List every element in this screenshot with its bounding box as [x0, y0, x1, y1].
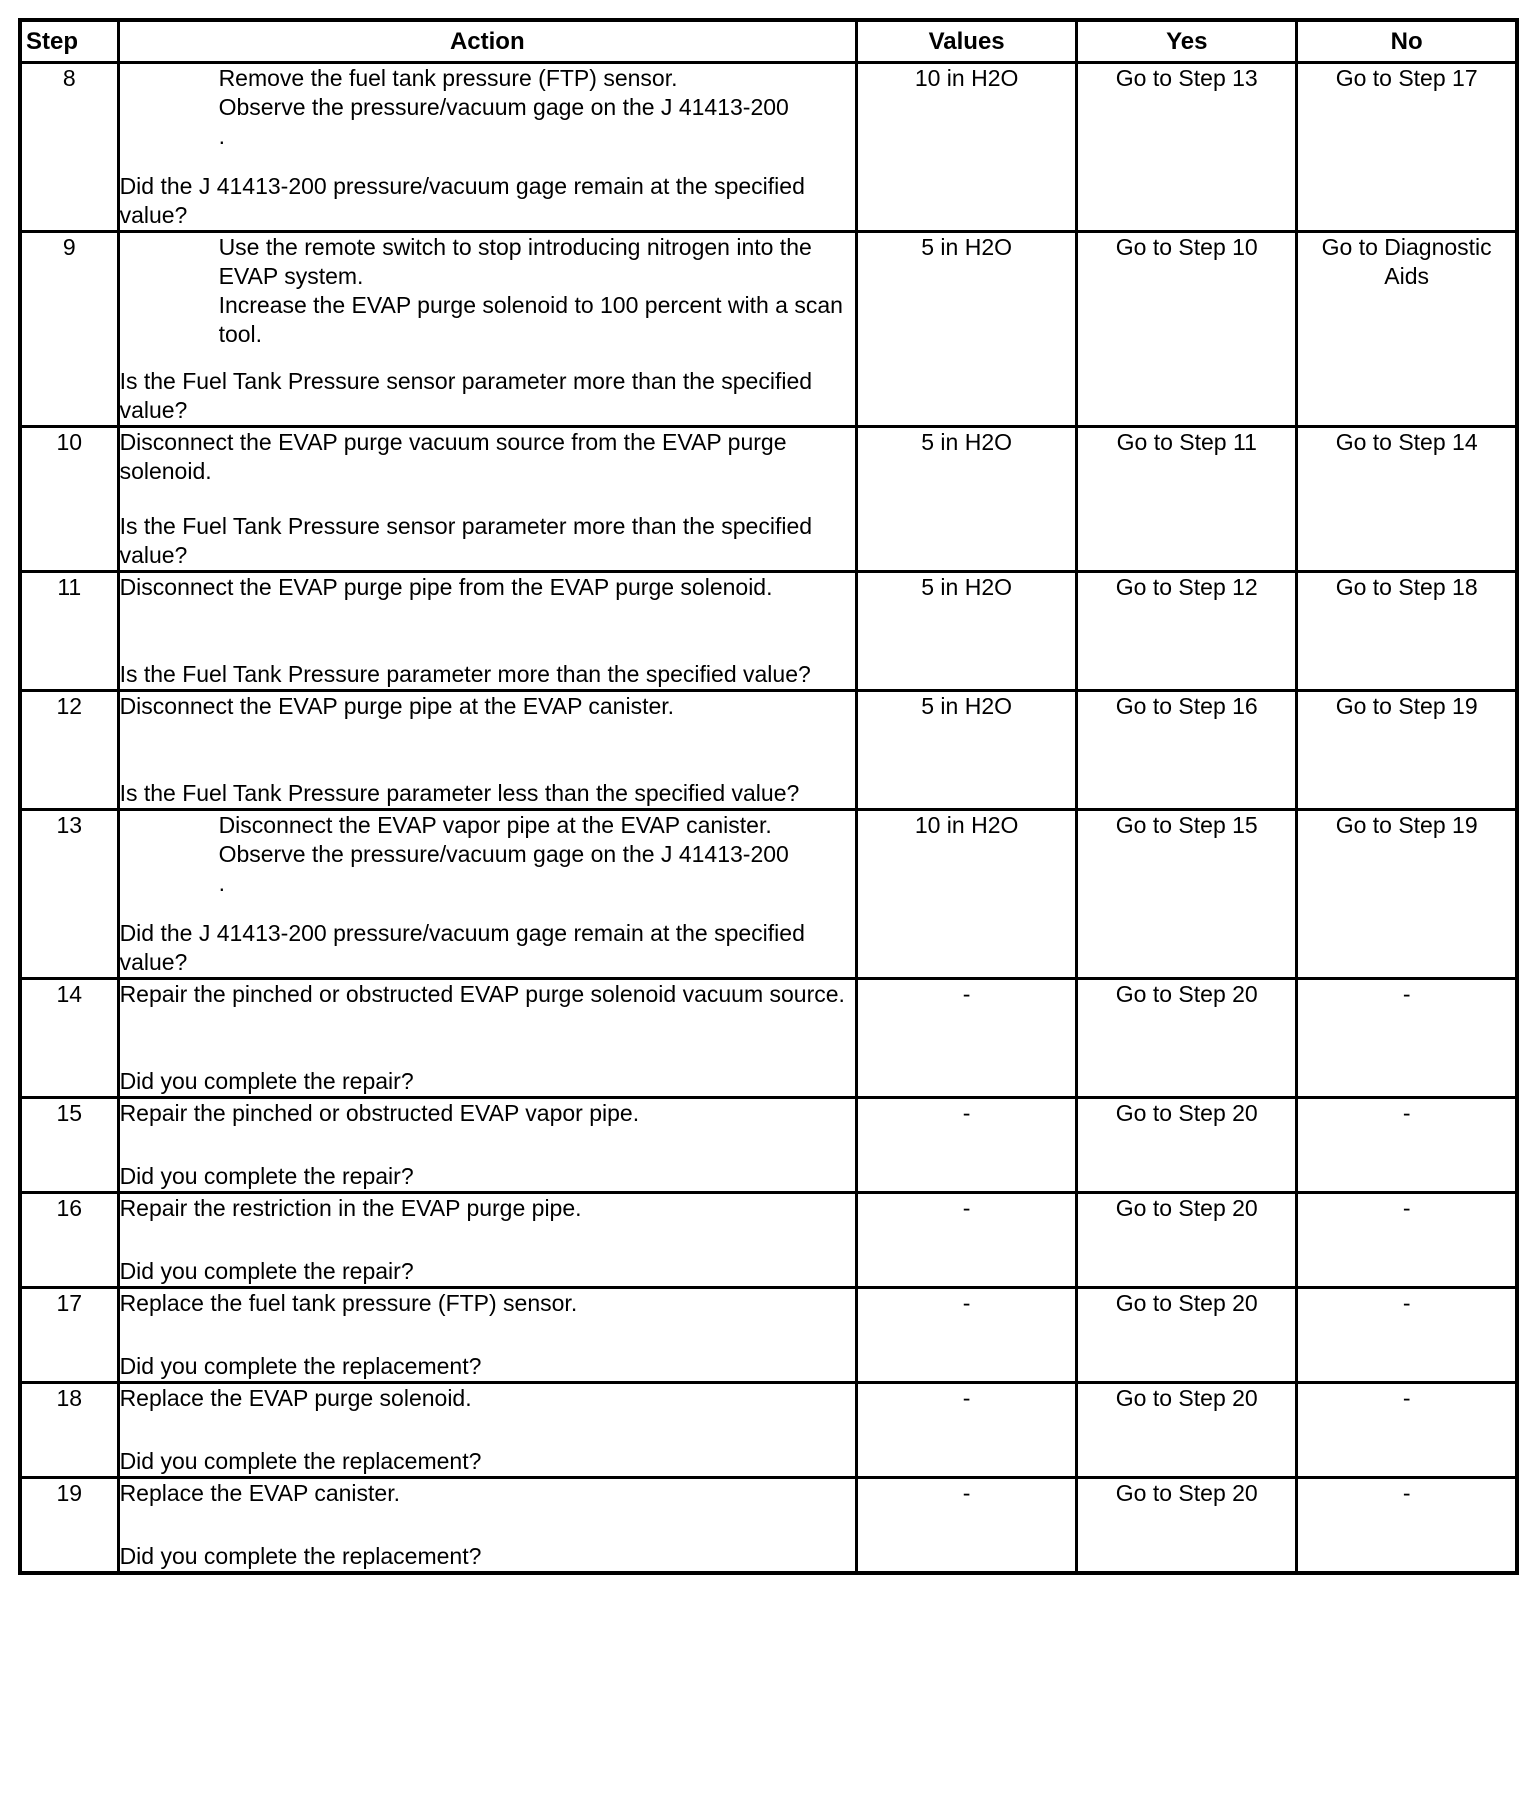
step-number: 18 [20, 1383, 118, 1478]
step-number: 12 [20, 691, 118, 810]
table-row [20, 232, 1517, 427]
value-cell: 5 in H2O [857, 427, 1077, 572]
action-question: Did the J 41413-200 pressure/vacuum gage remain at the specified value? [119, 173, 805, 228]
action-content [120, 1384, 855, 1476]
action-cell [118, 1098, 856, 1193]
action-instruction: Disconnect the EVAP purge vacuum source from the EVAP purge solenoid. [119, 429, 787, 484]
no-cell: - [1297, 1478, 1517, 1574]
action-content [120, 233, 855, 425]
action-instruction: Replace the fuel tank pressure (FTP) sensor. [119, 1290, 578, 1316]
no-cell: Go to Step 14 [1297, 427, 1517, 572]
step-number: 19 [20, 1478, 118, 1574]
action-instruction: Use the remote switch to stop introducing nitrogen into the EVAP system. [218, 234, 812, 289]
yes-cell: Go to Step 16 [1077, 691, 1297, 810]
yes-cell: Go to Step 10 [1077, 232, 1297, 427]
yes-cell: Go to Step 13 [1077, 63, 1297, 232]
action-instructions [120, 233, 855, 349]
value-cell: - [857, 1478, 1077, 1574]
action-cell [118, 427, 856, 572]
action-instructions [120, 64, 855, 151]
action-cell [118, 1288, 856, 1383]
action-content [120, 573, 855, 689]
table-row [20, 1193, 1517, 1288]
no-cell: - [1297, 1098, 1517, 1193]
action-question: Is the Fuel Tank Pressure parameter less than the specified value? [119, 780, 800, 806]
action-instruction: Increase the EVAP purge solenoid to 100 percent with a scan tool. [218, 292, 843, 347]
action-question: Did you complete the repair? [119, 1068, 414, 1094]
action-instructions [120, 811, 855, 898]
no-cell: - [1297, 979, 1517, 1098]
header-action: Action [118, 20, 856, 63]
header-row [20, 20, 1517, 63]
action-instruction: Observe the pressure/vacuum gage on the J 41413-200 [218, 94, 789, 120]
action-content [120, 811, 855, 977]
action-cell [118, 1383, 856, 1478]
action-question: Did you complete the replacement? [119, 1543, 482, 1569]
no-cell: Go to Step 19 [1297, 691, 1517, 810]
no-cell: - [1297, 1193, 1517, 1288]
step-number: 16 [20, 1193, 118, 1288]
value-cell: - [857, 1383, 1077, 1478]
action-question: Did you complete the replacement? [119, 1353, 482, 1379]
action-instructions [120, 692, 855, 721]
table-row [20, 691, 1517, 810]
action-instructions [120, 1099, 855, 1128]
action-instructions [120, 428, 855, 486]
value-cell: 10 in H2O [857, 810, 1077, 979]
action-instruction: Observe the pressure/vacuum gage on the J 41413-200 [218, 841, 789, 867]
yes-cell: Go to Step 12 [1077, 572, 1297, 691]
no-cell: Go to Step 18 [1297, 572, 1517, 691]
no-cell: Go to Step 17 [1297, 63, 1517, 232]
action-question: Is the Fuel Tank Pressure sensor parameter more than the specified value? [119, 513, 813, 568]
action-instructions [120, 573, 855, 602]
header-step: Step [20, 20, 118, 63]
action-instructions [120, 1289, 855, 1318]
step-number: 15 [20, 1098, 118, 1193]
action-content [120, 428, 855, 570]
step-number: 11 [20, 572, 118, 691]
table-row [20, 572, 1517, 691]
step-number: 17 [20, 1288, 118, 1383]
action-cell [118, 63, 856, 232]
header-no: No [1297, 20, 1517, 63]
no-cell: - [1297, 1383, 1517, 1478]
step-number: 14 [20, 979, 118, 1098]
yes-cell: Go to Step 15 [1077, 810, 1297, 979]
yes-cell: Go to Step 20 [1077, 1098, 1297, 1193]
action-content [120, 1194, 855, 1286]
header-values: Values [857, 20, 1077, 63]
value-cell: 5 in H2O [857, 572, 1077, 691]
action-content [120, 1479, 855, 1571]
action-instructions [120, 1479, 855, 1508]
action-question: Did you complete the replacement? [119, 1448, 482, 1474]
action-instruction: Repair the pinched or obstructed EVAP purge solenoid vacuum source. [119, 981, 845, 1007]
action-instructions [120, 1194, 855, 1223]
table-row [20, 1383, 1517, 1478]
value-cell: 10 in H2O [857, 63, 1077, 232]
action-instruction: Disconnect the EVAP purge pipe at the EVAP canister. [119, 693, 675, 719]
action-instruction: Remove the fuel tank pressure (FTP) sensor. [218, 65, 678, 91]
action-cell [118, 572, 856, 691]
yes-cell: Go to Step 20 [1077, 1288, 1297, 1383]
action-cell [118, 232, 856, 427]
action-instruction: . [218, 870, 225, 896]
header-yes: Yes [1077, 20, 1297, 63]
yes-cell: Go to Step 20 [1077, 979, 1297, 1098]
yes-cell: Go to Step 20 [1077, 1478, 1297, 1574]
action-instruction: . [218, 123, 225, 149]
step-number: 9 [20, 232, 118, 427]
yes-cell: Go to Step 20 [1077, 1383, 1297, 1478]
table-row [20, 63, 1517, 232]
table-header [20, 20, 1517, 63]
action-instructions [120, 980, 855, 1009]
no-cell: Go to Step 19 [1297, 810, 1517, 979]
action-instruction: Repair the restriction in the EVAP purge pipe. [119, 1195, 582, 1221]
value-cell: - [857, 1098, 1077, 1193]
action-cell [118, 979, 856, 1098]
table-body [20, 63, 1517, 1574]
table-row [20, 427, 1517, 572]
no-cell: - [1297, 1288, 1517, 1383]
action-question: Is the Fuel Tank Pressure parameter more than the specified value? [119, 661, 811, 687]
action-cell [118, 1478, 856, 1574]
value-cell: - [857, 979, 1077, 1098]
value-cell: - [857, 1288, 1077, 1383]
action-instruction: Disconnect the EVAP vapor pipe at the EVAP canister. [218, 812, 772, 838]
action-instruction: Replace the EVAP canister. [119, 1480, 400, 1506]
table-row [20, 979, 1517, 1098]
action-cell [118, 691, 856, 810]
action-cell [118, 1193, 856, 1288]
yes-cell: Go to Step 20 [1077, 1193, 1297, 1288]
action-question: Did the J 41413-200 pressure/vacuum gage remain at the specified value? [119, 920, 805, 975]
action-content [120, 1099, 855, 1191]
action-cell [118, 810, 856, 979]
table-row [20, 810, 1517, 979]
value-cell: - [857, 1193, 1077, 1288]
action-content [120, 980, 855, 1096]
table-row [20, 1288, 1517, 1383]
yes-cell: Go to Step 11 [1077, 427, 1297, 572]
step-number: 10 [20, 427, 118, 572]
value-cell: 5 in H2O [857, 691, 1077, 810]
table-row [20, 1098, 1517, 1193]
action-content [120, 692, 855, 808]
action-content [120, 1289, 855, 1381]
action-instruction: Disconnect the EVAP purge pipe from the EVAP purge solenoid. [119, 574, 773, 600]
action-content [120, 64, 855, 230]
diagnostic-table [18, 18, 1519, 1575]
value-cell: 5 in H2O [857, 232, 1077, 427]
action-instructions [120, 1384, 855, 1413]
action-question: Did you complete the repair? [119, 1163, 414, 1189]
step-number: 13 [20, 810, 118, 979]
action-instruction: Repair the pinched or obstructed EVAP vapor pipe. [119, 1100, 640, 1126]
action-instruction: Replace the EVAP purge solenoid. [119, 1385, 472, 1411]
action-question: Is the Fuel Tank Pressure sensor parameter more than the specified value? [119, 368, 813, 423]
no-cell: Go to Diagnostic Aids [1297, 232, 1517, 427]
table-row [20, 1478, 1517, 1574]
step-number: 8 [20, 63, 118, 232]
action-question: Did you complete the repair? [119, 1258, 414, 1284]
